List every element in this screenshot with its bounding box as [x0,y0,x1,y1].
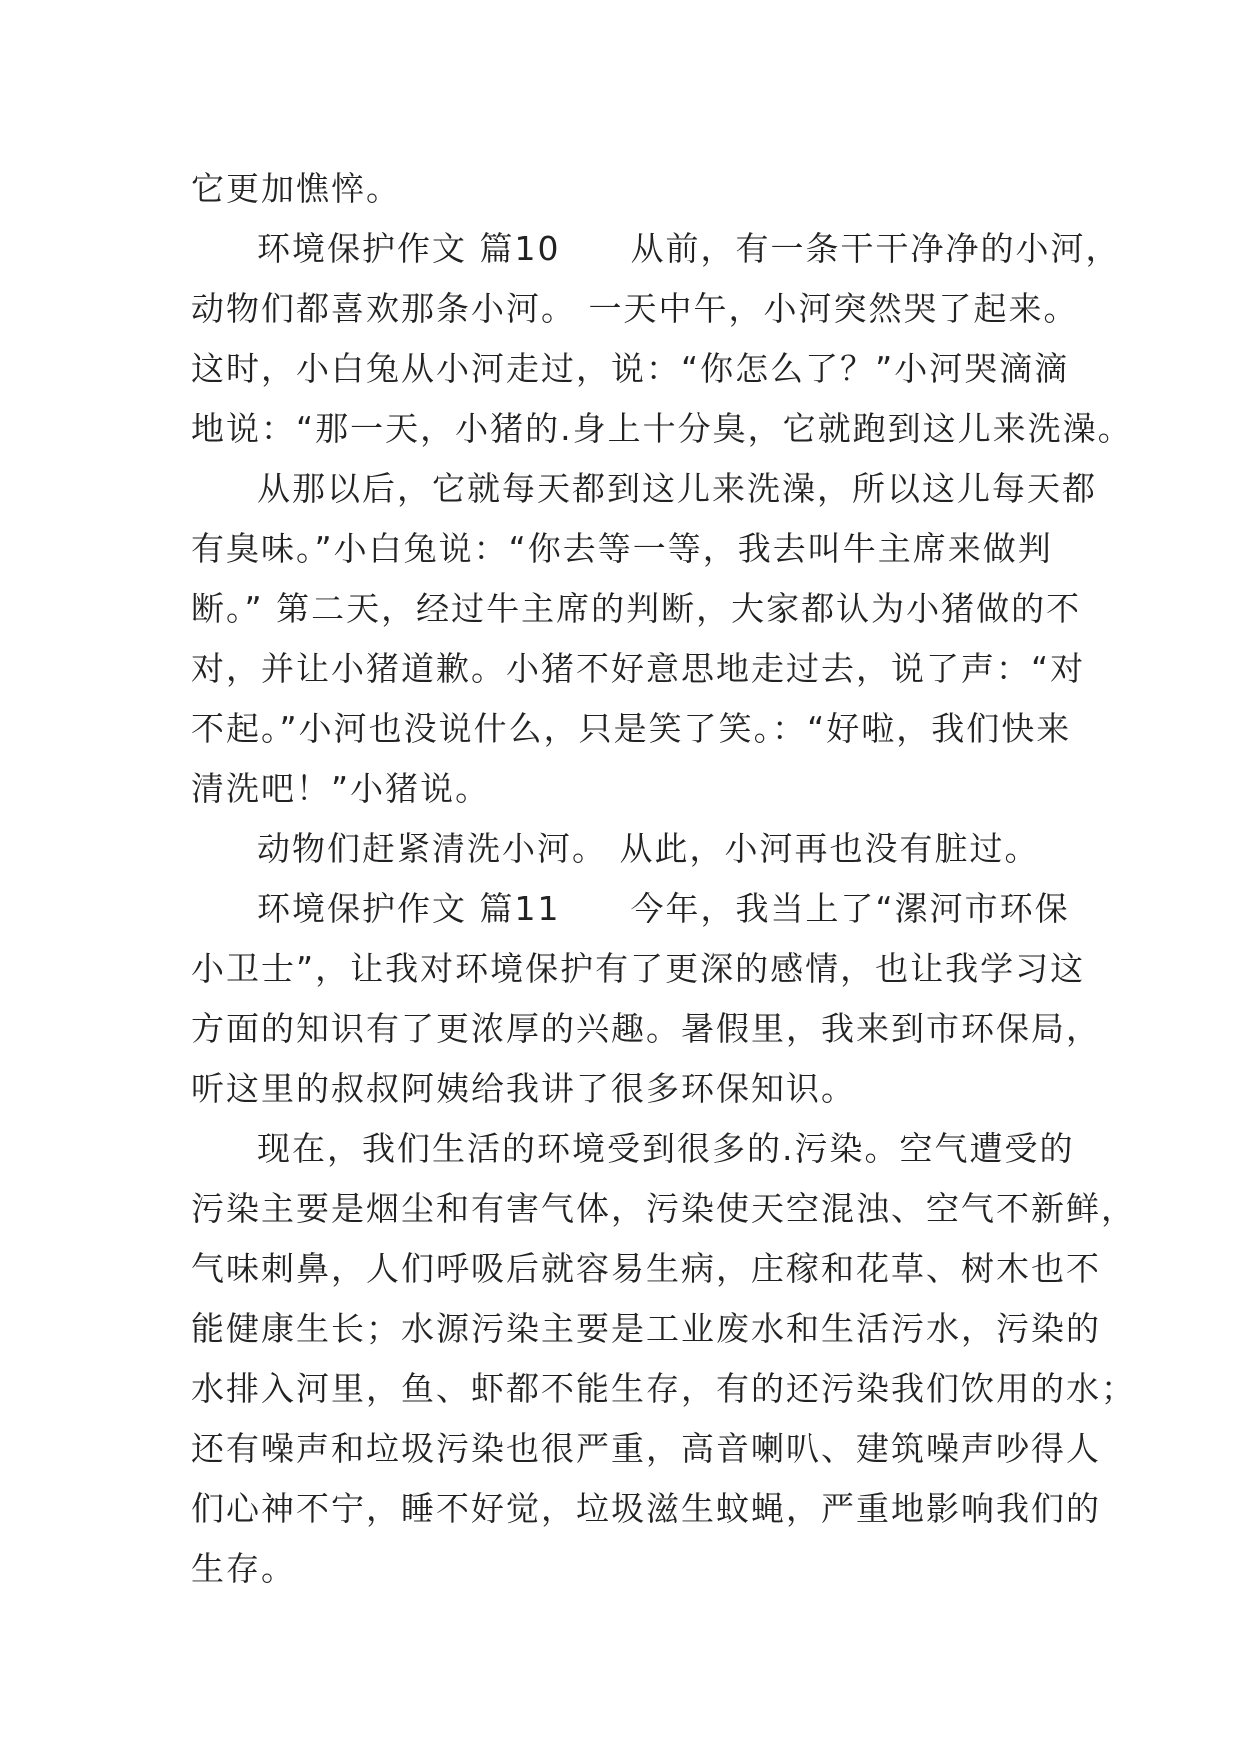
text-line-20: 能健康生长；水源污染主要是工业废水和生活污水，污染的 [191,1309,1101,1348]
text-line-4: 这时，小白兔从小河走过，说：“你怎么了？”小河哭滴滴 [191,349,1070,388]
text-line-22: 还有噪声和垃圾污染也很严重，高音喇叭、建筑噪声吵得人 [191,1429,1101,1468]
text-line-9: 对，并让小猪道歉。小猪不好意思地走过去，说了声：“对 [191,649,1086,688]
text-line-2: 环境保护作文 篇10 从前，有一条干干净净的小河， [257,229,1121,268]
text-line-19: 气味刺鼻，人们呼吸后就容易生病，庄稼和花草、树木也不 [191,1249,1101,1288]
text-line-24: 生存。 [191,1549,296,1588]
text-line-11: 清洗吧！”小猪说。 [191,769,491,808]
text-line-23: 们心神不宁，睡不好觉，垃圾滋生蚊蝇，严重地影响我们的 [191,1489,1101,1528]
text-line-1: 它更加憔悴。 [191,169,401,208]
text-line-17: 现在，我们生活的环境受到很多的.污染。空气遭受的 [257,1129,1075,1168]
text-line-10: 不起。”小河也没说什么，只是笑了笑。：“好啦，我们快来 [191,709,1072,748]
text-line-6: 从那以后，它就每天都到这儿来洗澡，所以这儿每天都 [257,469,1097,508]
text-line-14: 小卫士”，让我对环境保护有了更深的感情，也让我学习这 [191,949,1086,988]
text-line-3: 动物们都喜欢那条小河。 一天中午，小河突然哭了起来。 [191,289,1079,328]
text-line-13: 环境保护作文 篇11 今年，我当上了“漯河市环保 [257,889,1070,928]
text-line-21: 水排入河里，鱼、虾都不能生存，有的还污染我们饮用的水； [191,1369,1136,1408]
text-line-12: 动物们赶紧清洗小河。 从此，小河再也没有脏过。 [257,829,1040,868]
text-line-7: 有臭味。”小白兔说：“你去等一等，我去叫牛主席来做判 [191,529,1053,568]
text-line-5: 地说：“那一天，小猪的.身上十分臭，它就跑到这儿来洗澡。 [191,409,1133,448]
body-text [191,159,1136,1599]
text-line-18: 污染主要是烟尘和有害气体，污染使天空混浊、空气不新鲜， [191,1189,1136,1228]
text-line-8: 断。” 第二天，经过牛主席的判断，大家都认为小猪做的不 [191,589,1082,628]
text-line-16: 听这里的叔叔阿姨给我讲了很多环保知识。 [191,1069,856,1108]
text-line-15: 方面的知识有了更浓厚的兴趣。暑假里，我来到市环保局， [191,1009,1101,1048]
